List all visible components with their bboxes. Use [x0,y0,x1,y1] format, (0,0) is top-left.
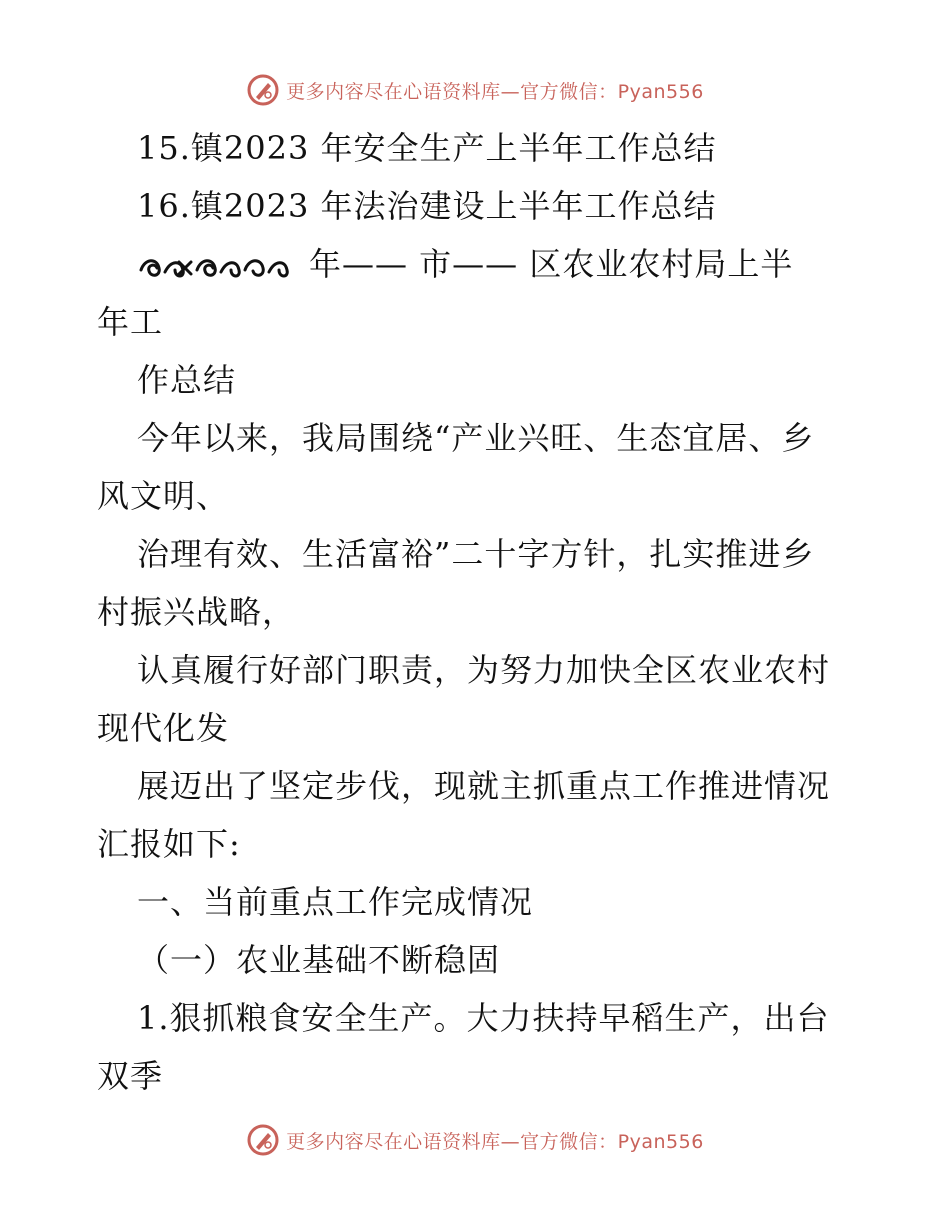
watermark-footer [0,1120,950,1160]
paragraph-line: 双季 [97,1057,164,1095]
paragraph-line: 1.狠抓粮食安全生产。大力扶持早稻生产，出台 [137,999,830,1037]
pen-logo-icon [246,73,280,107]
watermark-text: 更多内容尽在心语资料库—官方微信：Pyan556 [286,80,704,103]
document-body [97,119,857,1105]
paragraph-line: 认真履行好部门职责，为努力加快全区农业农村 [137,651,831,689]
section-title-text: 年—— 市—— 区农业农村局上半 [309,245,794,283]
heading-level-2: （一）农业基础不断稳固 [137,941,501,979]
paragraph-line: 展迈出了坚定步伐，现就主抓重点工作推进情况 [137,767,831,805]
paragraph-line: 治理有效、生活富裕”二十字方针，扎实推进乡 [137,535,815,573]
paragraph-line: 作总结 [137,361,237,399]
list-item-16: 16.镇2023 年法治建设上半年工作总结 [137,187,717,225]
watermark-text: 更多内容尽在心语资料库—官方微信：Pyan556 [286,1130,704,1153]
paragraph-line: 风文明、 [97,477,230,515]
pen-logo-icon [246,1123,280,1157]
decorative-ornament-icon [137,250,295,284]
watermark-header [0,70,950,110]
paragraph-line: 村振兴战略， [97,593,296,631]
section-title-line [97,235,857,293]
paragraph-line: 现代化发 [97,709,230,747]
heading-level-1: 一、当前重点工作完成情况 [137,883,534,921]
paragraph-line: 今年以来，我局围绕“产业兴旺、生态宜居、乡 [137,419,815,457]
paragraph-line: 年工 [97,303,164,341]
list-item-15: 15.镇2023 年安全生产上半年工作总结 [137,129,717,167]
paragraph-line: 汇报如下: [97,825,241,863]
